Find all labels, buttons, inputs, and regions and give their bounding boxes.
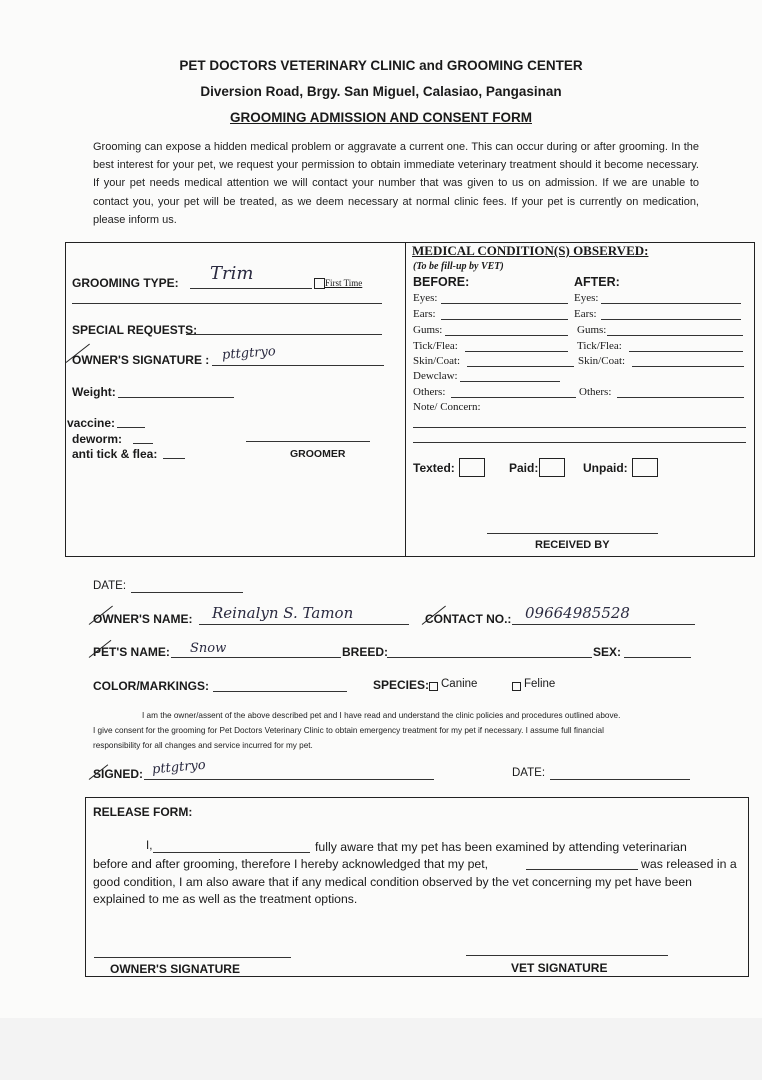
canine-checkbox[interactable]: [429, 682, 438, 691]
before-tick-label: Tick/Flea:: [413, 340, 458, 352]
clinic-name: PET DOCTORS VETERINARY CLINIC and GROOMING CENTER: [179, 58, 583, 73]
signed-value: pttgtryo: [151, 757, 207, 778]
date-field[interactable]: [131, 592, 243, 593]
feline-checkbox[interactable]: [512, 682, 521, 691]
pet-name-label: PET'S NAME:: [93, 645, 170, 659]
before-gums-label: Gums:: [413, 324, 443, 336]
release-pet-field[interactable]: [526, 869, 638, 870]
consent-text-1: I am the owner/assent of the above described pet and I have read and understand the clinic policies and procedures outlined above.: [142, 711, 621, 720]
before-dewclaw-label: Dewclaw:: [413, 370, 458, 382]
medical-subtitle: (To be fill-up by VET): [413, 261, 504, 272]
contact-value: 09664985528: [525, 604, 630, 622]
release-text-3: good condition, I am also aware that if any medical condition observed by the vet concerning my pet have been: [93, 875, 692, 889]
before-skin-label: Skin/Coat:: [413, 355, 461, 367]
sex-label: SEX:: [593, 645, 622, 659]
after-ears-field[interactable]: [601, 319, 741, 320]
release-text-2a: before and after grooming, therefore I hereby acknowledged that my pet,: [93, 857, 489, 871]
after-label: AFTER:: [574, 275, 620, 289]
color-markings-field[interactable]: [213, 691, 347, 692]
before-tick-field[interactable]: [465, 351, 568, 352]
contact-field[interactable]: [512, 624, 695, 625]
release-i-label: I,: [146, 840, 153, 852]
vaccine-field[interactable]: [117, 427, 145, 428]
signed-label: SIGNED:: [93, 767, 144, 781]
groomer-label: GROOMER: [290, 448, 346, 460]
pet-name-field[interactable]: [171, 657, 341, 658]
feline-label: Feline: [524, 678, 556, 690]
special-requests-label: SPECIAL REQUESTS:: [72, 323, 198, 337]
owner-name-label: OWNER'S NAME:: [93, 612, 193, 626]
after-skin-field[interactable]: [632, 366, 744, 367]
release-text-4: explained to me as well as the treatment options.: [93, 892, 358, 906]
after-others-field[interactable]: [617, 397, 744, 398]
before-others-field[interactable]: [451, 397, 576, 398]
date2-label: DATE:: [512, 767, 546, 779]
note-concern-label: Note/ Concern:: [413, 401, 481, 413]
after-others-label: Others:: [579, 386, 612, 398]
release-text-1: fully aware that my pet has been examined by attending veterinarian: [315, 840, 687, 854]
texted-label: Texted:: [413, 461, 455, 475]
vaccine-label: vaccine:: [67, 416, 116, 430]
note-line-1[interactable]: [413, 427, 746, 428]
owner-signature-label: OWNER'S SIGNATURE :: [72, 353, 210, 367]
note-line-2[interactable]: [413, 442, 746, 443]
after-gums-label: Gums:: [577, 324, 607, 336]
unpaid-label: Unpaid:: [583, 461, 628, 475]
owner-signature-value: pttgtryo: [221, 344, 277, 363]
before-eyes-label: Eyes:: [413, 292, 438, 304]
pet-name-value: Snow: [190, 641, 227, 656]
weight-label: Weight:: [72, 385, 116, 399]
paid-label: Paid:: [509, 461, 539, 475]
after-tick-label: Tick/Flea:: [577, 340, 622, 352]
anti-tick-field[interactable]: [163, 458, 185, 459]
scan-margin: [0, 1018, 762, 1080]
breed-label: BREED:: [342, 645, 389, 659]
grooming-type-field[interactable]: [190, 288, 312, 289]
owner-release-signature-label: OWNER'S SIGNATURE: [110, 962, 240, 976]
before-ears-field[interactable]: [441, 319, 568, 320]
before-ears-label: Ears:: [413, 308, 436, 320]
release-name-field[interactable]: [153, 852, 310, 853]
deworm-field[interactable]: [133, 443, 153, 444]
intro-paragraph: Grooming can expose a hidden medical problem or aggravate a current one. This can occur during or after grooming. In the best interest for your pet, we request your permission to obtain immediate veterinary treatment should it become necessary. If your pet needs medical attention we will contact your number that was given to us on admission. If we are unable to contact you, your pet will be treated, as we deem necessary at normal clinic fees. If your pet is currently on medication, please inform us.: [93, 141, 699, 226]
before-dewclaw-field[interactable]: [460, 381, 560, 382]
contact-label: CONTACT NO.:: [425, 612, 512, 626]
grooming-type-label: GROOMING TYPE:: [72, 276, 179, 290]
owner-name-value: Reinalyn S. Tamon: [212, 604, 354, 622]
owner-name-field[interactable]: [199, 624, 409, 625]
signed-field[interactable]: [144, 779, 434, 780]
paid-checkbox[interactable]: [539, 458, 565, 477]
after-eyes-field[interactable]: [601, 303, 741, 304]
received-by-label: RECEIVED BY: [535, 539, 610, 551]
vet-signature-line[interactable]: [466, 955, 668, 956]
before-skin-field[interactable]: [467, 366, 574, 367]
canine-label: Canine: [441, 678, 478, 690]
after-eyes-label: Eyes:: [574, 292, 599, 304]
before-eyes-field[interactable]: [441, 303, 568, 304]
weight-field[interactable]: [118, 397, 234, 398]
breed-field[interactable]: [387, 657, 592, 658]
texted-checkbox[interactable]: [459, 458, 485, 477]
first-time-checkbox[interactable]: [314, 278, 325, 289]
before-label: BEFORE:: [413, 275, 470, 289]
medical-title: MEDICAL CONDITION(S) OBSERVED:: [412, 243, 649, 258]
received-by-line[interactable]: [487, 533, 658, 534]
date2-field[interactable]: [550, 779, 690, 780]
sex-field[interactable]: [624, 657, 691, 658]
special-requests-field[interactable]: [186, 334, 382, 335]
section-divider: [405, 242, 406, 556]
consent-text-2: I give consent for the grooming for Pet Doctors Veterinary Clinic to obtain emergency treatment for my pet if necessary. I assume full financial: [93, 726, 604, 735]
owner-release-signature-line[interactable]: [94, 957, 291, 958]
release-title: RELEASE FORM:: [93, 805, 193, 819]
grooming-type-value: Trim: [210, 263, 254, 284]
clinic-address: Diversion Road, Brgy. San Miguel, Calasiao, Pangasinan: [200, 84, 562, 99]
vet-signature-label: VET SIGNATURE: [511, 961, 608, 975]
before-others-label: Others:: [413, 386, 446, 398]
color-markings-label: COLOR/MARKINGS:: [93, 679, 209, 693]
consent-text-3: responsibility for all changes and service incurred for my pet.: [93, 741, 313, 750]
after-ears-label: Ears:: [574, 308, 597, 320]
unpaid-checkbox[interactable]: [632, 458, 658, 477]
date-label: DATE:: [93, 580, 127, 592]
anti-tick-label: anti tick & flea:: [72, 447, 158, 461]
grooming-extra-line[interactable]: [72, 303, 382, 304]
form-title: GROOMING ADMISSION AND CONSENT FORM: [230, 110, 532, 125]
first-time-label: First Time: [325, 278, 363, 288]
after-gums-field[interactable]: [607, 335, 743, 336]
after-tick-field[interactable]: [629, 351, 743, 352]
species-label: SPECIES:: [373, 678, 430, 692]
groomer-signature-line[interactable]: [246, 441, 370, 442]
deworm-label: deworm:: [72, 432, 123, 446]
owner-signature-field[interactable]: [212, 365, 384, 366]
release-text-2b: was released in a: [641, 857, 737, 871]
after-skin-label: Skin/Coat:: [578, 355, 626, 367]
before-gums-field[interactable]: [445, 335, 568, 336]
